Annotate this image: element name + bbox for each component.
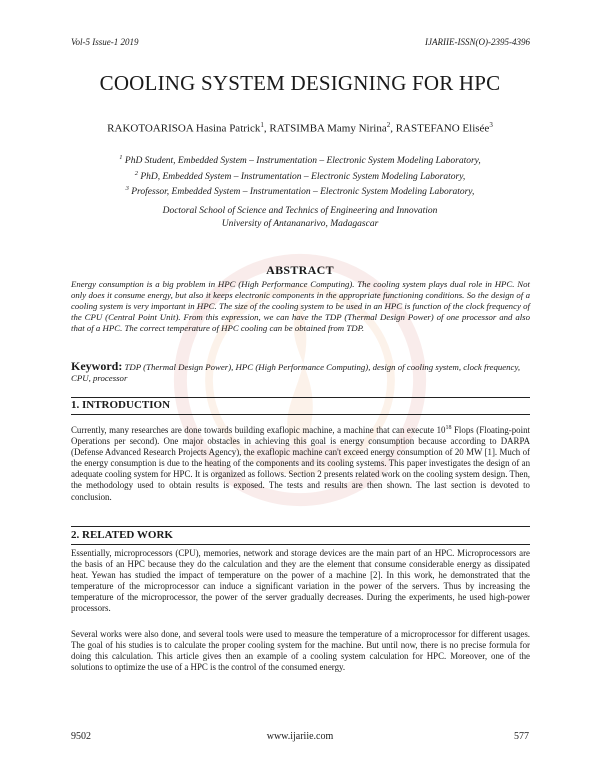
section-rule [71,526,530,527]
affiliation-text: PhD Student, Embedded System – Instrumentation – Electronic System Modeling Laboratory, [122,156,481,167]
author-name: RASTEFANO Elisée [395,122,490,135]
institution-block [70,205,530,230]
author-name: RATSIMBA Mamy Nirina [269,122,387,135]
keywords-label: Keyword: [71,359,123,373]
affiliation-line [70,152,530,168]
affiliation-line [70,168,530,184]
section-title-introduction: 1. INTRODUCTION [71,399,171,411]
affiliation-mark: 1 [119,154,123,161]
affiliation-line [70,183,530,199]
author-list [60,121,540,135]
university-name: University of Antananarivo, Madagascar [221,218,379,229]
paragraph-text: Flops (Floating-point Operations per second). One major obstacles in achieving this goal is energy consumption because according to DARPA (Defense Advanced Research Projects Agency), the exaflopic machine can't exceed energy consumption of 20 MW [1]. Much of the energy consumption is due to the heating of the components and its cooling systems. This paper investigates the design of an adequate cooling system for HPC. It is organized as follows. Section 2 presents related work on the cooling system design. Then, the methodology used to obtain results is exposed. The tests and results are then shown. The last section is devoted to conclusion. [71,424,530,502]
section-rule [71,544,530,545]
related-work-paragraph: Several works were also done, and several tools were used to measure the temperature of a microprocessor for different usages. The goal of his studies is to calculate the proper cooling system for the machine. But until now, there is no precise formula for doing this calculation. This article gives then an example of a cooling system calculation for HPC. Moreover, one of the solutions to optimize the use of a HPC is the control of the consumed energy. [71,629,530,673]
author-affiliation-mark: 2 [386,121,391,129]
affiliation-text: Professor, Embedded System – Instrumentation – Electronic System Modeling Laboratory, [128,187,475,198]
author-affiliation-mark: 1 [260,121,264,129]
school-name: Doctoral School of Science and Technics of Engineering and Innovation [162,206,438,216]
exponent: 18 [445,425,452,431]
author-name: RAKOTOARISOA Hasina Patrick [107,122,261,135]
keywords-text: TDP (Thermal Design Power), HPC (High Performance Computing), design of cooling system, clock frequency, CPU, processor [71,362,521,383]
footer-website: www.ijariie.com [266,731,334,742]
affiliation-list [70,152,530,199]
author-separator: , [263,122,270,135]
introduction-paragraph [71,423,530,503]
related-work-paragraph: Essentially, microprocessors (CPU), memories, network and storage devices are the main part of an HPC. Microprocessors are the basis of an HPC because they do the calculation and they are the element that consume considerable energy as dissipated heat. Yewan has studied the impact of temperature on the power of a machine [2]. In this work, he demonstrated that the temperature of the microprocessor can induce a significant variation in the power of the servers. Thus by increasing the temperature of the microprocessor, the power of the server gradually decreases. During the experiments, he used high-power processors. [71,548,530,614]
affiliation-mark: 2 [134,169,138,177]
journal-volume: Vol-5 Issue-1 2019 [71,37,139,47]
section-rule [71,414,530,415]
affiliation-mark: 3 [125,185,129,193]
journal-issn: IJARIIE-ISSN(O)-2395-4396 [425,37,530,47]
page-number: 577 [514,731,529,742]
paragraph-text: Currently, many researches are done towards building exaflopic machine, a machine that can execute 10 [71,424,446,435]
abstract-heading: ABSTRACT [266,263,334,277]
footer-paper-id: 9502 [71,731,91,742]
abstract-text: Energy consumption is a big problem in HPC (High Performance Computing). The cooling system plays dual role in HPC. Not only does it consume energy, but also it keeps electronic components in the appropriate functioning conditions. So the design of a cooling system is very important in HPC. The size of the cooling system to be used in an HPC is function of the clock frequency of the CPU (Central Point Unit). From this expression, we can have the TDP (Thermal Design Power) of one processor and also that of a HPC. The correct temperature of HPC cooling can be obtained from TDP. [71,279,530,334]
section-title-related-work: 2. RELATED WORK [71,529,173,541]
author-separator: , [390,122,396,135]
section-rule [71,397,530,398]
author-affiliation-mark: 3 [489,121,493,129]
affiliation-text: PhD, Embedded System – Instrumentation – Electronic System Modeling Laboratory, [137,171,466,182]
keywords-block [71,361,530,384]
paper-title: COOLING SYSTEM DESIGNING FOR HPC [99,71,501,95]
